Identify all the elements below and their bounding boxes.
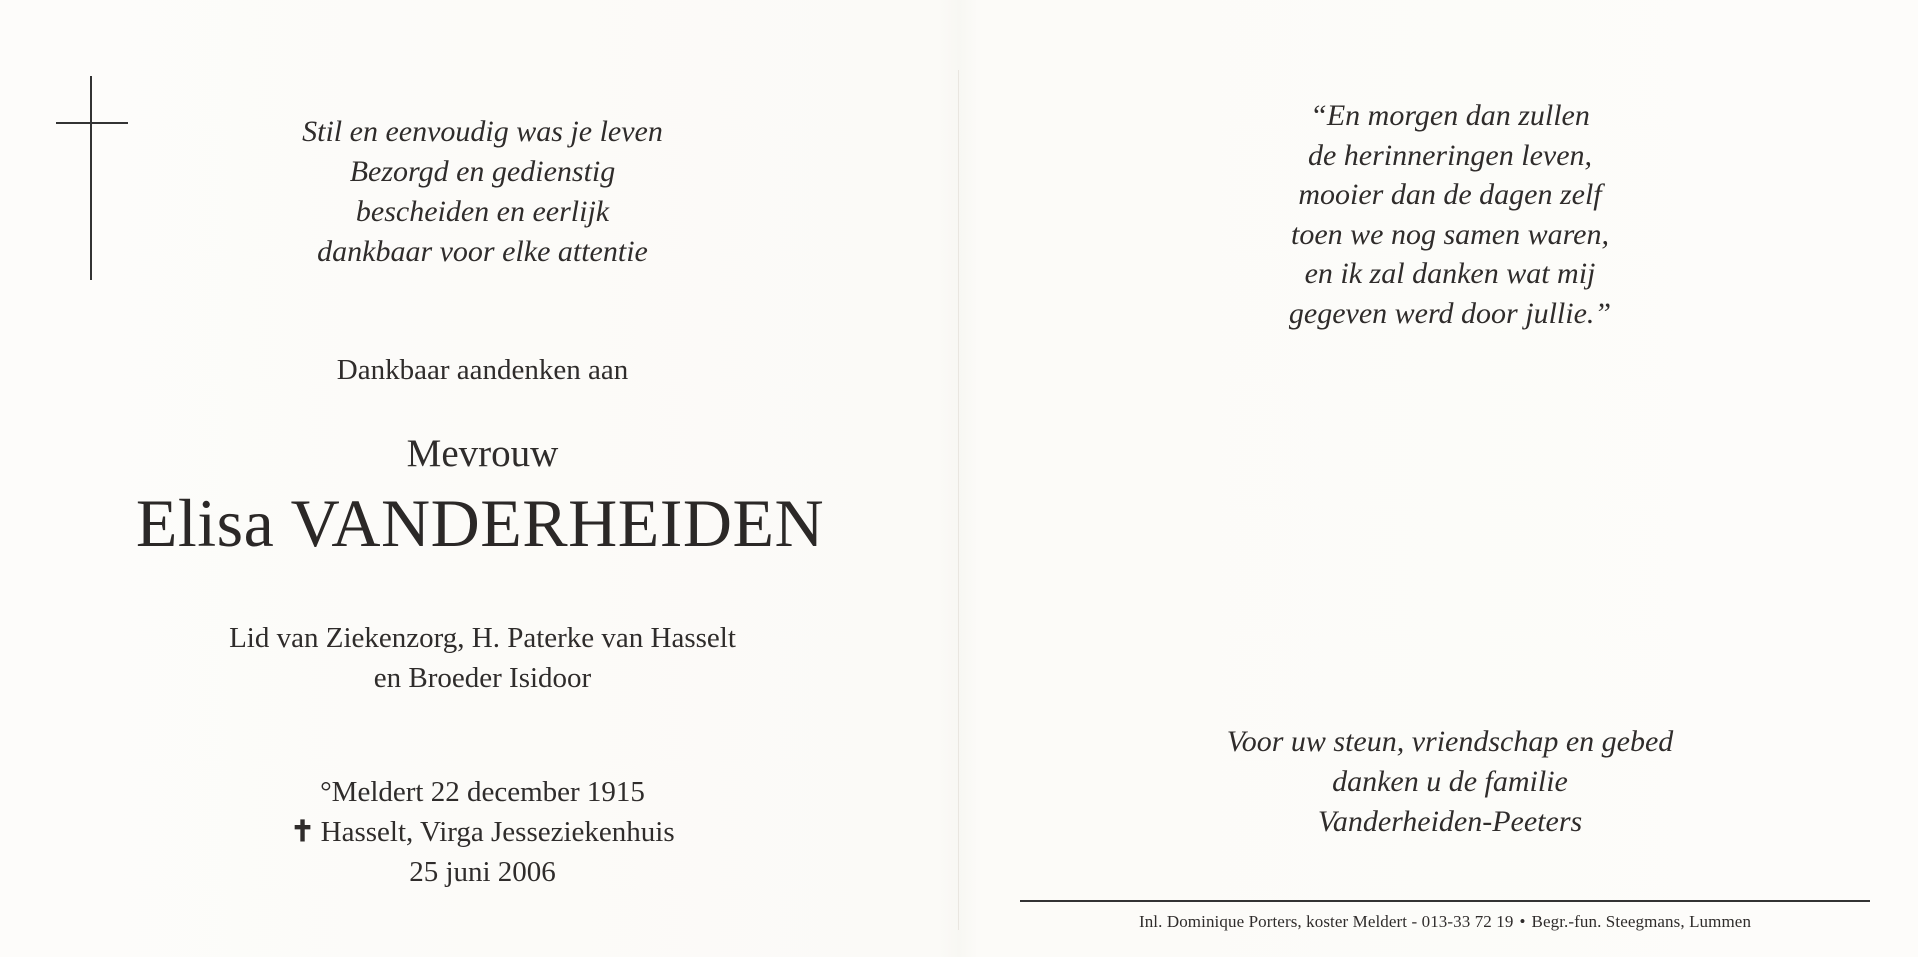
footer: [1020, 910, 1870, 934]
poem-right-line: gegeven werd door jullie.”: [1288, 296, 1612, 330]
footer-separator: •: [1519, 912, 1526, 931]
thanks-line: danken u de familie: [1332, 765, 1568, 798]
birth-line: °Meldert 22 december 1915: [320, 776, 645, 808]
death-date: 25 juni 2006: [409, 856, 556, 888]
poem-right-line: en ik zal danken wat mij: [1304, 257, 1596, 290]
poem-left-line: bescheiden en eerlijk: [355, 195, 610, 228]
footer-rule: [1020, 900, 1870, 902]
death-line: [215, 812, 750, 852]
poem-right-line: “En morgen dan zullen: [1310, 99, 1590, 132]
thanks-line: Voor uw steun, vriendschap en gebed: [1226, 725, 1674, 758]
footer-info: Inl. Dominique Porters, koster Meldert - 013-33 72 19: [1138, 912, 1514, 931]
thanks-line: Vanderheiden-Peeters: [1317, 805, 1583, 838]
footer-funeral: Begr.-fun. Steegmans, Lummen: [1531, 912, 1752, 931]
fold-line: [958, 70, 959, 930]
membership-line: Lid van Ziekenzorg, H. Paterke van Hasselt: [229, 622, 736, 654]
poem-left: [215, 112, 750, 272]
life-dates: [215, 772, 750, 892]
poem-left-line: Bezorgd en gedienstig: [349, 155, 616, 188]
poem-right-line: toen we nog samen waren,: [1290, 217, 1610, 251]
poem-left-line: Stil en eenvoudig was je leven: [302, 115, 663, 148]
cross-icon: [56, 76, 128, 280]
family-thanks: [1150, 722, 1750, 842]
poem-right: [1170, 96, 1730, 333]
poem-right-line: de herinneringen leven,: [1307, 138, 1593, 172]
small-cross-icon: ✝: [290, 816, 315, 848]
death-place: Hasselt, Virga Jesseziekenhuis: [320, 816, 675, 848]
poem-left-line: dankbaar voor elke attentie: [317, 235, 648, 268]
honorific-title: Mevrouw: [406, 432, 559, 475]
poem-right-line: mooier dan de dagen zelf: [1298, 178, 1602, 211]
memorial-intro: Dankbaar aandenken aan: [336, 354, 629, 386]
membership: [150, 618, 815, 698]
membership-line: en Broeder Isidoor: [373, 662, 592, 694]
deceased-name: Elisa VANDERHEIDEN: [135, 485, 825, 561]
